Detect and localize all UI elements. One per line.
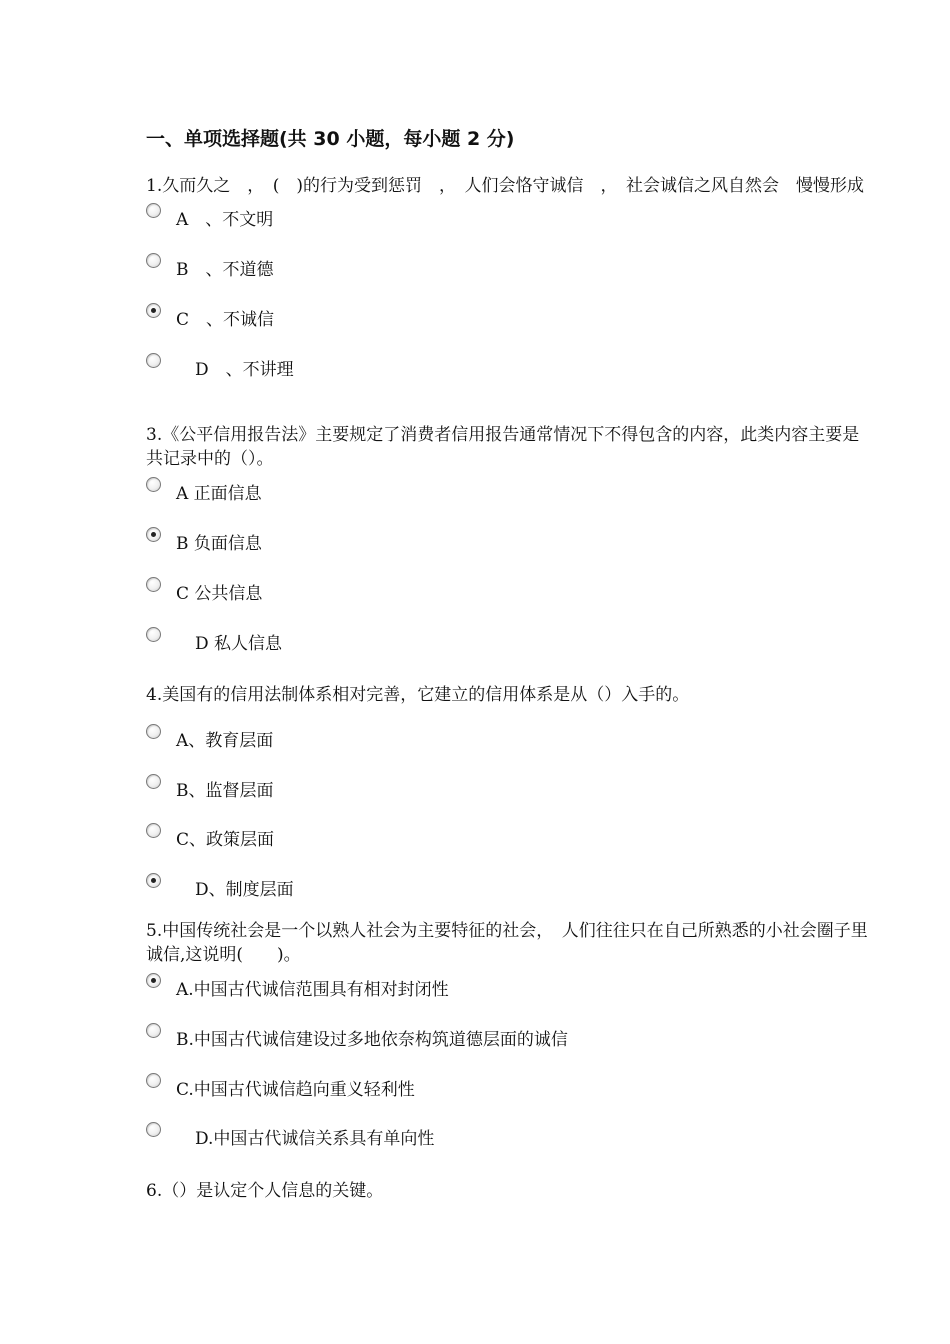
- question-6-text: 6.（）是认定个人信息的关键。: [146, 1181, 384, 1201]
- radio-button[interactable]: [146, 353, 161, 368]
- option-label: C、政策层面: [176, 830, 275, 850]
- radio-button[interactable]: [146, 303, 161, 318]
- radio-button[interactable]: [146, 1023, 161, 1038]
- question-3-text-line-2: 共记录中的（）。: [146, 449, 274, 469]
- radio-button[interactable]: [146, 627, 161, 642]
- option-label: B、监督层面: [176, 781, 274, 801]
- option-label: D 、不讲理: [195, 360, 294, 380]
- question-1-text: 1.久而久之 ， ( )的行为受到惩罚 ， 人们会恪守诚信 ， 社会诚信之风自然会 慢慢形成: [146, 176, 864, 196]
- question-5-text-line-1: 5.中国传统社会是一个以熟人社会为主要特征的社会， 人们往往只在自己所熟悉的小社会圈子里: [146, 921, 868, 941]
- option-label: B.中国古代诚信建设过多地依奈构筑道德层面的诚信: [176, 1030, 568, 1050]
- radio-button[interactable]: [146, 477, 161, 492]
- option-label: C 、不诚信: [176, 310, 275, 330]
- radio-button[interactable]: [146, 973, 161, 988]
- radio-button[interactable]: [146, 774, 161, 789]
- option-label: A.中国古代诚信范围具有相对封闭性: [176, 980, 449, 1000]
- radio-button[interactable]: [146, 873, 161, 888]
- option-label: B 负面信息: [176, 534, 262, 554]
- option-label: D.中国古代诚信关系具有单向性: [195, 1129, 435, 1149]
- option-label: A 正面信息: [176, 484, 262, 504]
- radio-button[interactable]: [146, 1122, 161, 1137]
- question-5-text-line-2: 诚信,这说明( )。: [146, 945, 301, 965]
- radio-button[interactable]: [146, 527, 161, 542]
- section-title: 一、单项选择题(共 30 小题，每小题 2 分): [146, 128, 515, 150]
- radio-button[interactable]: [146, 203, 161, 218]
- option-label: D 私人信息: [195, 634, 283, 654]
- option-label: A 、不文明: [176, 210, 274, 230]
- option-label: A、教育层面: [176, 731, 274, 751]
- question-4-text: 4.美国有的信用法制体系相对完善，它建立的信用体系是从（）入手的。: [146, 685, 690, 705]
- option-label: C.中国古代诚信趋向重义轻利性: [176, 1080, 415, 1100]
- question-3-text-line-1: 3.《公平信用报告法》主要规定了消费者信用报告通常情况下不得包含的内容，此类内容主要是: [146, 425, 860, 445]
- radio-button[interactable]: [146, 724, 161, 739]
- option-label: C 公共信息: [176, 584, 263, 604]
- radio-button[interactable]: [146, 577, 161, 592]
- option-label: B 、不道德: [176, 260, 274, 280]
- radio-button[interactable]: [146, 253, 161, 268]
- radio-button[interactable]: [146, 1073, 161, 1088]
- radio-button[interactable]: [146, 823, 161, 838]
- option-label: D、制度层面: [195, 880, 294, 900]
